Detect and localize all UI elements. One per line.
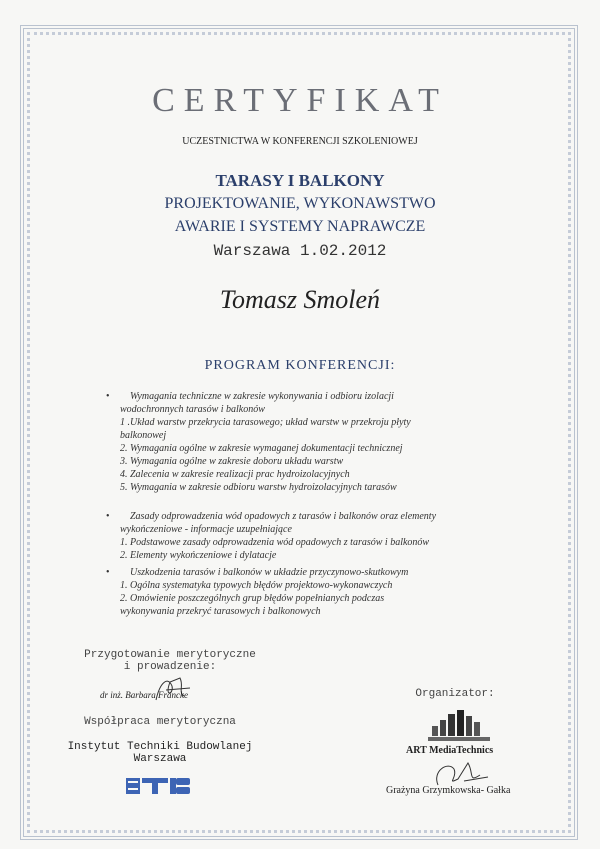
conference-subheading-2: AWARIE I SYSTEMY NAPRAWCZE [174,218,426,235]
conference-heading: TARASY I BALKONY [215,171,385,190]
program-line: 4. Zalecenia w zakresie realizacji prac hydroizolacyjnych [120,469,350,480]
conference-subheading-1: PROJEKTOWANIE, WYKONAWSTWO [164,195,436,212]
program-line: wykonywania przekryć tarasowych i balkonowych [120,606,321,617]
program-line: Wymagania techniczne w zakresie wykonywania i odbioru izolacji [130,391,394,402]
program-line: Zasady odprowadzenia wód opadowych z tarasów i balkonów oraz elementy [130,511,437,522]
program-line: 2. Omówienie poszczególnych grup błędów popełnianych podczas [120,593,385,604]
program-line: 5. Wymagania w zakresie odbioru warstw hydroizolacyjnych tarasów [120,482,397,493]
program-section-1 [106,390,450,494]
program-line: 1. Podstawowe zasady odprowadzenia wód opadowych z tarasów i balkonów [120,537,430,548]
program-section-2 [106,510,450,562]
bullet-icon: • [106,391,110,402]
certificate-title: CERTYFIKAT [152,82,448,119]
bullet-icon: • [106,511,110,522]
program-line: wodochronnych tarasów i balkonów [120,404,265,415]
bullet-icon: • [106,567,110,578]
institute-city: Warszawa [133,753,187,765]
itb-logo-icon [126,775,194,797]
preparation-label [60,649,280,673]
program-title: PROGRAM KONFERENCJI: [204,358,396,373]
program-line: 2. Wymagania ogólne w zakresie wymaganej dokumentacji technicznej [120,443,403,454]
participant-name: Tomasz Smoleń [219,285,381,314]
program-line: 1 .Układ warstw przekrycia tarasowego; układ warstw w przekroju płyty [120,417,411,428]
preparation-line-2: i prowadzenie: [123,661,217,673]
cooperation-label: Współpraca merytoryczna [84,716,236,728]
certificate-subtitle: UCZESTNICTWA W KONFERENCJI SZKOLENIOWEJ [182,136,418,147]
program-line: balkonowej [120,430,167,441]
program-line: 3. Wymagania ogólne w zakresie doboru układu warstw [120,456,344,467]
signature-francke-icon [150,672,200,706]
program-line: Uszkodzenia tarasów i balkonów w układzie przyczynowo-skutkowym [130,567,409,578]
institute-block [50,741,270,765]
program-line: wykończeniowe - informacje uzupełniające [120,524,292,535]
location-date: Warszawa 1.02.2012 [213,242,387,260]
program-section-3 [106,566,450,618]
program-line: 2. Elementy wykończeniowe i dylatacje [120,550,277,561]
program-line: 1. Ogólna systematyka typowych błędów projektowo-wykonawczych [120,580,393,591]
institute-name: Instytut Techniki Budowlanej [67,741,253,753]
art-mediatechnics-logo-icon [428,710,490,742]
organizer-person: Grażyna Grzymkowska- Gałka [386,785,511,796]
preparation-person: dr inż. Barbara Francke [100,690,188,700]
organizer-label: Organizator: [415,688,495,700]
organizer-name: ART MediaTechnics [406,745,494,756]
preparation-line-1: Przygotowanie merytoryczne [84,649,256,661]
